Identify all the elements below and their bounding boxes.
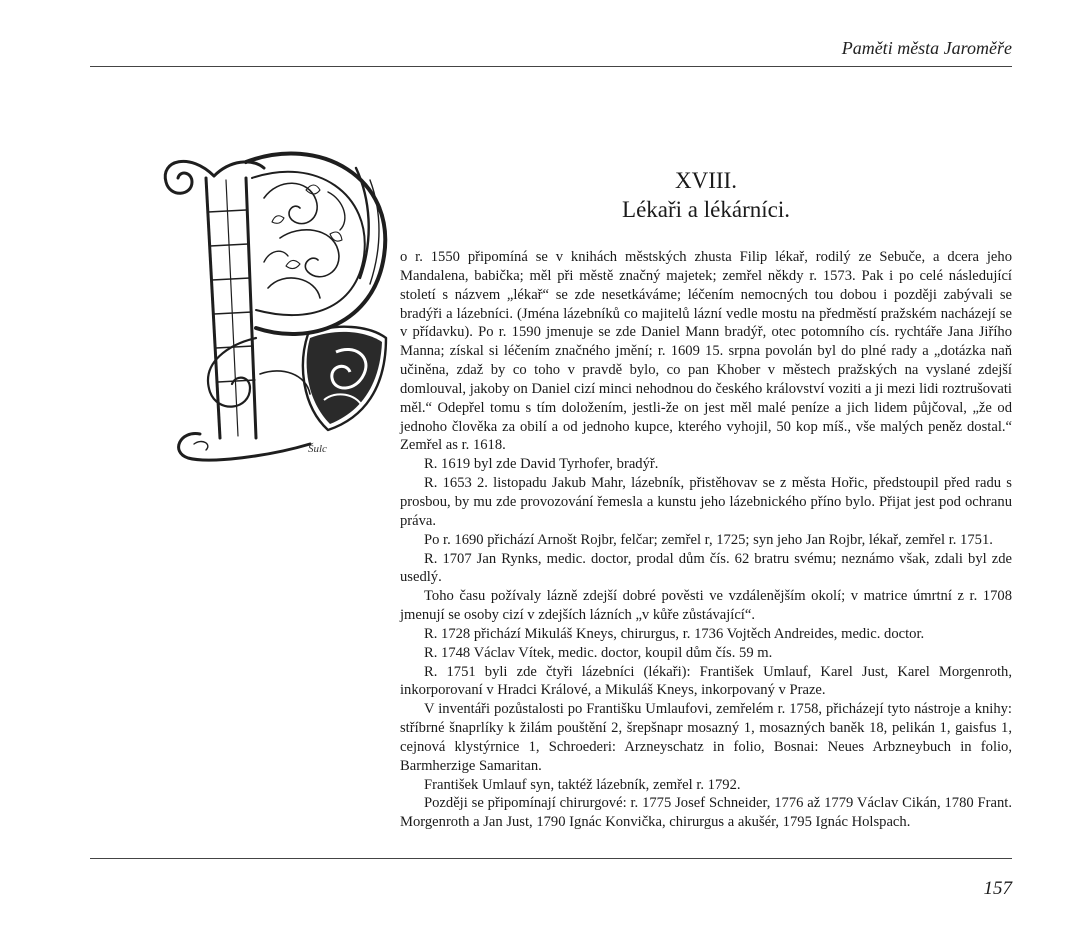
paragraph: Později se připomínají chirurgové: r. 1775 Josef Schneider, 1776 až 1779 Václav Cikán, 1780 Frant. Morgenroth a Jan Just, 1790 Ignác Konvička, chirurgus a akušér, 1795 Ignác Holspach. [400, 795, 1012, 831]
artist-signature: Šulc [308, 443, 327, 455]
chapter-title: Lékaři a lékárníci. [622, 197, 790, 222]
footer-rule [90, 858, 1012, 859]
paragraph: R. 1748 Václav Vítek, medic. doctor, koupil dům čís. 59 m. [424, 644, 773, 661]
paragraph: R. 1619 byl zde David Tyrhofer, bradýř. [424, 456, 659, 473]
ornamental-initial-p-icon [160, 138, 388, 468]
body-text [400, 248, 1012, 832]
paragraph: R. 1728 přichází Mikuláš Kneys, chirurgus, r. 1736 Vojtěch Andreides, medic. doctor. [424, 625, 925, 642]
paragraph: R. 1707 Jan Rynks, medic. doctor, prodal dům čís. 62 bratru svému; neznámo však, zdali byl zde usedlý. [400, 550, 1012, 586]
chapter-number: XVIII. [675, 168, 737, 193]
paragraph: František Umlauf syn, taktéž lázebník, zemřel r. 1792. [424, 776, 741, 793]
paragraph: o r. 1550 připomíná se v knihách městských zhusta Filip lékař, rodilý ze Sebuče, a dcera jeho Mandalena, babička; měl při městě značný majetek; zemřel někdy r. 1573. Pak i po celé následující století s názvem „lékař“ se zde nesetkáváme; léčením nemocných tou dobou i později zabývali se bradýři a lázebníci. (Jména lázebníků co majitelů lázní vedle mostu na předměstí pražském nacházejí se v přídavku). Po r. 1590 jmenuje se zde Daniel Mann bradýř, otec potomního cís. rychtáře Jana Jiřího Manna; získal si léčením značného jmění; r. 1609 15. srpna povolán byl do plné rady a „dotázka naň učiněna, zdaž by co toho v pravdě bylo, co pan Khober v městech pražských na vyslané zdejší domlouval, jakoby on Daniel cizí minci nehodnou do českého království voziti a ji mezi lidi roztrušovati měl.“ Odepřel tomu s tím doložením, jestli-že on jest měl malé peníze a jich lidem půjčoval, „že od jednoho člověka za obilí a od jednoho kupce, kterého vyhojil, 50 kop míš., vše malých peněz dostal.“ Zemřel as r. 1618. [400, 249, 1012, 454]
initial-drawing [160, 138, 388, 468]
running-head: Paměti města Jaroměře [841, 38, 1012, 58]
paragraph: R. 1751 byli zde čtyři lázebníci (lékaři): František Umlauf, Karel Just, Karel Morgenroth, inkorporovaní v Hradci Králové, a Mikuláš Kneys, inkorpovaný v Praze. [400, 663, 1012, 699]
paragraph: R. 1653 2. listopadu Jakub Mahr, lázebník, přistěhovav se z města Hořic, předstoupil před radu s prosbou, by mu zde provozování řemesla a kunstu jeho lázebnického příno bylo. Přijat jest pod ochranu práva. [400, 475, 1012, 529]
paragraph: Po r. 1690 přichází Arnošt Rojbr, felčar; zemřel r, 1725; syn jeho Jan Rojbr, lékař, zemřel r. 1751. [424, 531, 993, 548]
paragraph: Toho času požívaly lázně zdejší dobré pověsti ve vzdálenějším okolí; v matrice úmrtní z r. 1708 jmenují se osoby cizí v zdejších lázních „v kůře zůstávající“. [400, 588, 1012, 624]
paragraph: V inventáři pozůstalosti po Františku Umlaufovi, zemřelém r. 1758, přicházejí tyto nástroje a knihy: stříbrné šnaprlíky k žilám pouštění 2, šrepšnapr mosazný 1, mosazných baněk 18, pelikán 1, gaisfus 1, cejnová klystýrnice 1, Schroederi: Arzneyschatz in folio, Bosnai: Neues Arbzneybuch in folio, Barmherzige Samaritan. [400, 701, 1012, 774]
page-number: 157 [983, 878, 1012, 899]
header-rule [90, 66, 1012, 67]
